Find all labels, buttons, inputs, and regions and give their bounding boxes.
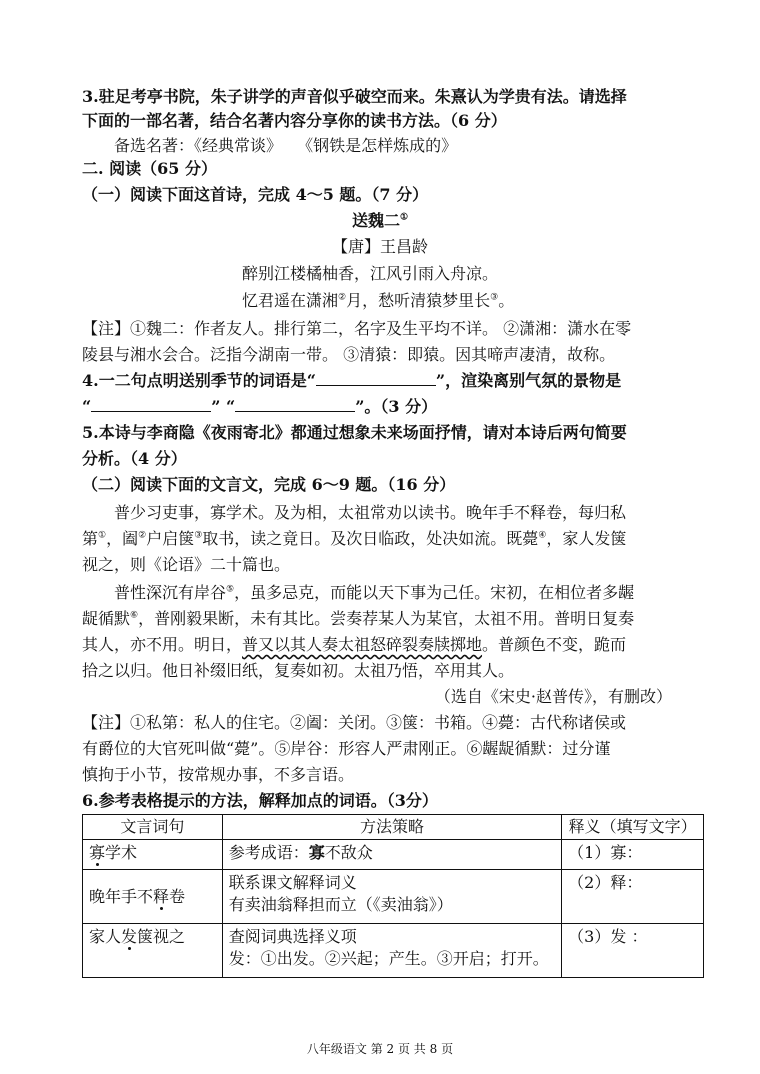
passage-note-1: 【注】①私第：私人的住宅。②阖：关闭。③箧：书箱。④薨：古代称诸侯或 <box>82 713 627 732</box>
part2-heading: （二）阅读下面的文言文，完成 6～9 题。（16 分） <box>82 475 456 494</box>
word-cell: 寡学术 <box>83 840 223 870</box>
part1-heading: （一）阅读下面这首诗，完成 4～5 题。（7 分） <box>82 185 429 204</box>
passage-p2-line1: 普性深沉有岸谷⑤，虽多忌克，而能以天下事为己任。宋初，在相位者多龌 <box>114 583 635 602</box>
table-header-cell: 文言词句 <box>83 815 223 840</box>
passage-p2-line3: 其人，亦不用。明日，普又以其人奏太祖怒碎裂奏牍掷地。普颜色不变，跪而 <box>82 635 627 654</box>
q6-table <box>82 814 704 978</box>
table-row <box>83 840 704 870</box>
table-row <box>83 870 704 924</box>
passage-source: （选自《宋史·赵普传》，有删改） <box>434 687 672 706</box>
q3-line1: 3.驻足考亭书院，朱子讲学的声音似乎破空而来。朱熹认为学贵有法。请选择 <box>82 87 627 106</box>
answer-cell[interactable]: （2）释： <box>562 870 704 924</box>
q6-title: 6.参考表格提示的方法，解释加点的词语。（3分） <box>82 791 438 810</box>
table-header-cell: 方法策略 <box>222 815 561 840</box>
wavy-underlined-sentence: 普又以其人奏太祖怒碎裂奏牍掷地 <box>242 635 483 654</box>
passage-p1-line3: 视之，则《论语》二十篇也。 <box>82 555 291 574</box>
passage-note-2: 有爵位的大官死叫做“薨”。⑤岸谷：形容人严肃刚正。⑥龌龊循默：过分谨 <box>82 739 611 758</box>
answer-cell[interactable]: （1）寡： <box>562 840 704 870</box>
table-row <box>83 924 704 978</box>
q3-line2: 下面的一部名著，结合名著内容分享你的读书方法。（6 分） <box>82 111 507 130</box>
poem-title: 送魏二① <box>351 211 409 230</box>
poem-verse-1: 醉别江楼橘柚香，江风引雨入舟凉。 <box>242 264 499 283</box>
passage-p1-line1: 普少习吏事，寡学术。及为相，太祖常劝以读书。晚年手不释卷，每归私 <box>114 503 627 522</box>
word-cell: 家人发箧视之 <box>83 924 223 978</box>
method-cell: 查阅词典选择义项 发：①出发。②兴起；产生。③开启；打开。 <box>222 924 561 978</box>
method-cell: 参考成语：寡不敌众 <box>222 840 561 870</box>
poem-note-1: 【注】①魏二：作者友人。排行第二，名字及生平均不详。 ②潇湘：潇水在零 <box>82 319 632 338</box>
method-cell: 联系课文解释词义 有卖油翁释担而立（《卖油翁》） <box>222 870 561 924</box>
passage-note-3: 慎拘于小节，按常规办事，不多言语。 <box>82 765 355 784</box>
poem-verse-2: 忆君遥在潇湘②月，愁听清猿梦里长③。 <box>242 291 515 310</box>
q5-line2: 分析。（4 分） <box>82 449 187 468</box>
q4-blank-3[interactable] <box>235 396 355 412</box>
passage-p2-line2: 龊循默⑥，普刚毅果断，未有其比。尝奏荐某人为某官，太祖不用。普明日复奏 <box>82 609 635 628</box>
passage-p2-line4: 拾之以归。他日补缀旧纸，复奏如初。太祖乃悟，卒用其人。 <box>82 661 515 680</box>
q3-options: 备选名著：《经典常谈》 《钢铁是怎样炼成的》 <box>114 136 458 155</box>
q5-line1: 5.本诗与李商隐《夜雨寄北》都通过想象未来场面抒情，请对本诗后两句简要 <box>82 423 627 442</box>
table-header-cell: 释义（填写文字） <box>562 815 704 840</box>
q4-line2: “ ” “ ”。（3 分） <box>82 397 438 416</box>
section2-title: 二. 阅读（65 分） <box>82 159 217 178</box>
poem-note-2: 陵县与湘水会合。泛指今湖南一带。 ③清猿：即猿。因其啼声凄清，故称。 <box>82 345 616 364</box>
page-footer: 八年级语文 第 2 页 共 8 页 <box>306 1042 454 1056</box>
q4-line1: 4.一二句点明送别季节的词语是“ ”，渲染离别气氛的景物是 <box>82 371 622 390</box>
q4-blank-2[interactable] <box>91 396 211 412</box>
word-cell: 晚年手不释卷 <box>83 870 223 924</box>
passage-p1-line2: 第①，阖②户启箧③取书，读之竟日。及次日临政，处决如流。既薨④，家人发箧 <box>82 529 627 548</box>
q4-blank-1[interactable] <box>316 370 436 386</box>
answer-cell[interactable]: （3）发 ： <box>562 924 704 978</box>
poem-author: 【唐】王昌龄 <box>331 237 428 256</box>
table-header-row <box>83 815 704 840</box>
